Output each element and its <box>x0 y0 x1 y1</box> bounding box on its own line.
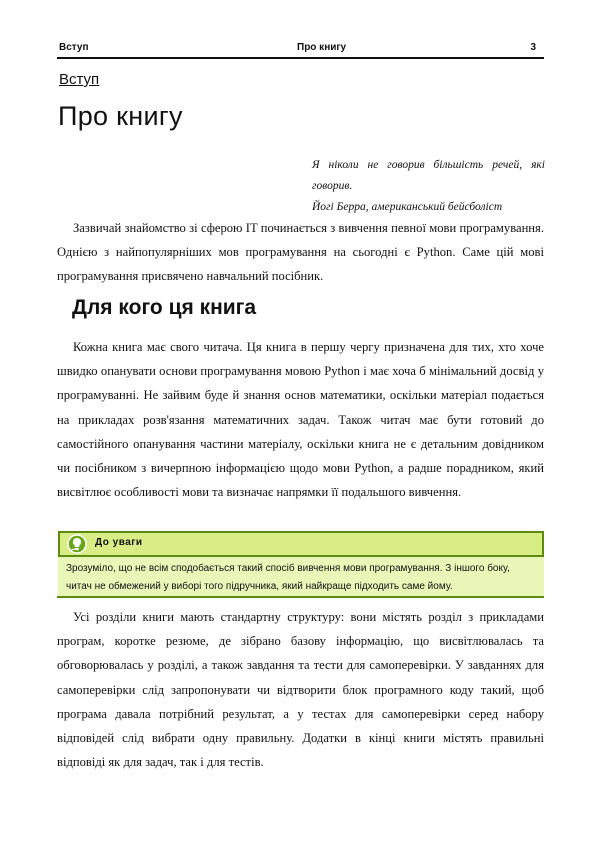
audience-text: Кожна книга має свого читача. Ця книга в першу чергу призначена для тих, хто хоче швидко опанувати основи програмування мовою Python і має хоча б мінімальний досвід у програмуванні. Не зайвим буде й знання основ математики, оскільки матеріал подається на прикладах розв'язання математичних задач. Також читач має бути готовий до самостійного опанування частини матеріалу, оскільки книга не є детальним довідником чи посібником з вичерпною інформацією щодо мови Python, а радше порадником, який висвітлює особливості мови та визначає напрямки її подальшого вивчення. <box>57 340 544 500</box>
header-chapter: Про книгу <box>297 42 347 53</box>
epigraph-quote: Я ніколи не говорив більшість речей, які говорив. <box>312 159 545 192</box>
lightbulb-icon <box>67 534 87 554</box>
header-section: Вступ <box>59 42 89 53</box>
note-box <box>58 531 544 597</box>
structure-paragraph <box>57 605 544 774</box>
intro-paragraph <box>57 216 544 289</box>
structure-text: Усі розділи книги мають стандартну структуру: вони містять розділ з прикладами програм, коротке резюме, де зібрано базову інформацію, що висвітлювалась та обговорювалась у розділі, а також завдання та тести для самоперевірки. У завданнях для самоперевірки слід запропонувати чи відтворити блок програмного коду такий, щоб програма давала потрібний результат, а у тестах для самоперевірки серед набору відповідей слід вибрати одну правильну. Додатки в кінці книги містять правильні відповіді як для задач, так і для тестів. <box>57 610 544 770</box>
intro-text: Зазвичай знайомство зі сферою IT починається з вивчення певної мови програмування. Однією з найпопулярніших мов програмування на сьогодні є Python. Саме цій мові програмування присвячено навчальний посібник. <box>57 221 544 284</box>
section-label: Вступ <box>59 71 100 88</box>
section-heading: Для кого ця книга <box>72 296 257 319</box>
epigraph <box>312 155 545 218</box>
audience-paragraph <box>57 335 544 504</box>
page-number: 3 <box>530 42 536 53</box>
note-text: Зрозуміло, що не всім сподобається такий спосіб вивчення мови програмування. З іншого боку, читач не обмежений у виборі того підручника, який найкраще підходить саме йому. <box>66 563 510 592</box>
note-bottom-rule <box>57 596 544 598</box>
chapter-title: Про книгу <box>58 101 183 131</box>
running-header <box>57 42 544 56</box>
epigraph-author: Йогі Берра, американський бейсболіст <box>312 201 503 213</box>
header-rule <box>57 57 544 59</box>
note-title: До уваги <box>95 537 143 548</box>
note-header <box>58 531 544 557</box>
